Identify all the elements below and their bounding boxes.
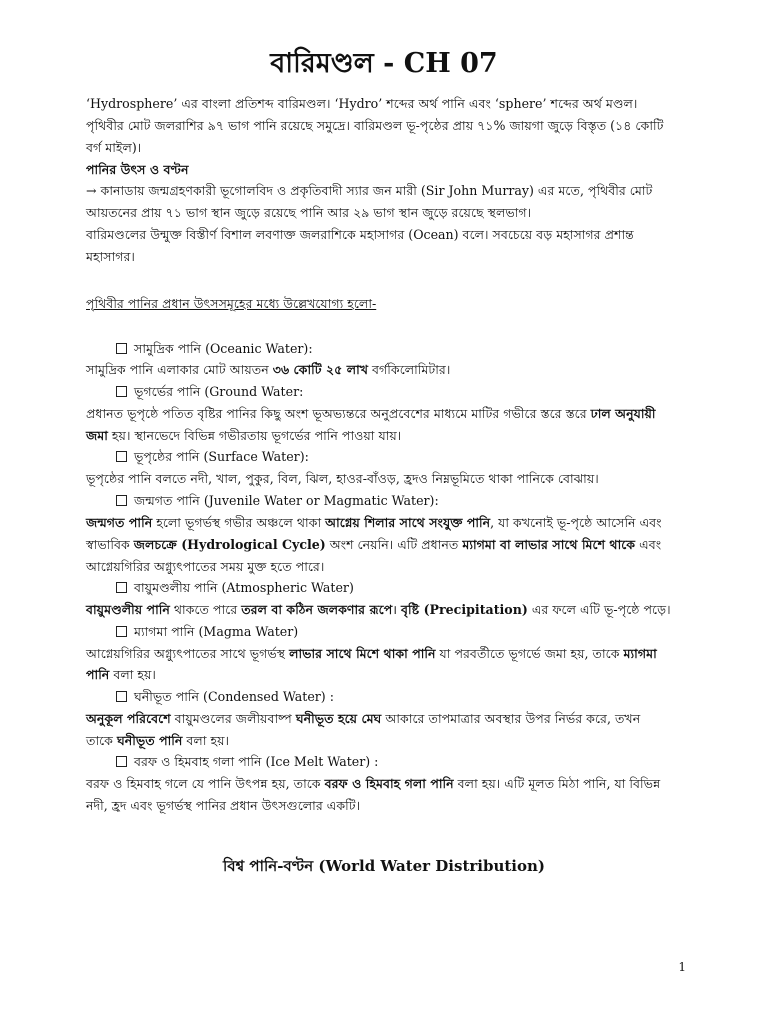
item-label: ঘনীভূত পানি (Condensed Water) :: [134, 689, 334, 704]
bold-run: জলচক্রে (Hydrological Cycle): [133, 537, 326, 552]
checkbox-icon[interactable]: [116, 582, 127, 593]
text-run: বলা হয়।: [182, 733, 230, 748]
text-run: স্বাভাবিক: [86, 537, 134, 552]
magma-description-line-2: [86, 664, 686, 686]
checklist-item-ice-melt[interactable]: [116, 751, 676, 773]
text-run: আকারে তাপমাত্রার অবস্থার উপর নির্ভর করে, তখন: [381, 711, 641, 726]
bold-run: ৩৬ কোটি ২৫ লাখ: [272, 362, 369, 377]
text-run: বরফ ও হিমবাহ গলে যে পানি উৎপন্ন হয়, তাকে: [86, 776, 325, 791]
ice-melt-description-line-2: নদী, হ্রদ এবং ভূগর্ভস্থ পানির প্রধান উৎসগুলোর একটি।: [86, 798, 361, 813]
ground-description-line-1: [86, 403, 686, 425]
text-run: থাকতে পারে: [169, 602, 242, 617]
bold-run: বায়ুমণ্ডলীয় পানি: [86, 602, 170, 617]
bold-run: বরফ ও হিমবাহ গলা পানি: [324, 776, 454, 791]
item-label: জন্মগত পানি (Juvenile Water or Magmatic Water):: [134, 493, 439, 508]
item-label: ভূগর্ভের পানি (Ground Water:: [134, 384, 304, 399]
checkbox-icon[interactable]: [116, 343, 127, 354]
checklist-item-atmospheric[interactable]: [116, 577, 676, 599]
checkbox-icon[interactable]: [116, 451, 127, 462]
text-run: তাকে: [86, 733, 117, 748]
text-run: এবং: [635, 537, 662, 552]
checklist-item-condensed[interactable]: [116, 686, 676, 708]
bold-run: অনুকূল পরিবেশে: [86, 711, 171, 726]
checkbox-icon[interactable]: [116, 691, 127, 702]
bold-run: জমা: [86, 428, 108, 443]
ice-melt-description-line-1: [86, 773, 686, 795]
juvenile-description-line-1: [86, 512, 686, 534]
bold-run: ম্যাগমা বা লাভার সাথে মিশে থাকে: [462, 537, 636, 552]
text-run: ।: [392, 602, 402, 617]
text-run: প্রধানত ভূপৃষ্ঠে পতিত বৃষ্টির পানির কিছু অংশ ভূঅভ্যন্তরে অনুপ্রবেশের মাধ্যমে মাটির গভীরে স্তরে স্তরে: [86, 406, 591, 421]
checklist-item-magma[interactable]: [116, 621, 676, 643]
section-title: বিশ্ব পানি-বণ্টন (World Water Distribution): [223, 857, 545, 875]
intro-line-3: বর্গ মাইল)।: [86, 140, 142, 155]
condensed-description-line-1: [86, 708, 686, 730]
oceanic-description: [86, 359, 686, 381]
item-label: ম্যাগমা পানি (Magma Water): [134, 624, 299, 639]
text-run: অংশ নেয়নি। এটি প্রধানত: [325, 537, 463, 552]
checkbox-icon[interactable]: [116, 756, 127, 767]
source-text-line-4: মহাসাগর।: [86, 249, 135, 264]
bold-run: আগ্নেয় শিলার সাথে সংযুক্ত পানি: [325, 515, 491, 530]
source-heading: পানির উৎস ও বণ্টন: [86, 162, 189, 177]
checklist-item-surface[interactable]: [116, 446, 676, 468]
bold-run: ঘনীভূত হয়ে মেঘ: [295, 711, 382, 726]
checklist-item-ground[interactable]: [116, 381, 676, 403]
juvenile-description-line-3: আগ্নেয়গিরির অগ্ন্যুৎপাতের সময় মুক্ত হতে পারে।: [86, 559, 325, 574]
item-label: বায়ুমণ্ডলীয় পানি (Atmospheric Water): [134, 580, 354, 595]
bold-run: বৃষ্টি (Precipitation): [401, 602, 528, 617]
text-run: যা পরবর্তীতে ভূগর্ভে জমা হয়, তাকে: [435, 646, 624, 661]
item-label: বরফ ও হিমবাহ গলা পানি (Ice Melt Water) :: [134, 754, 379, 769]
text-run: বর্গকিলোমিটার।: [368, 362, 451, 377]
source-text-line-2: আয়তনের প্রায় ৭১ ভাগ স্থান জুড়ে রয়েছে পানি আর ২৯ ভাগ স্থান জুড়ে রয়েছে স্থলভাগ।: [86, 205, 532, 220]
text-run: সামুদ্রিক পানি এলাকার মোট আয়তন: [86, 362, 273, 377]
text-run: এর ফলে এটি ভূ-পৃষ্ঠে পড়ে।: [527, 602, 671, 617]
text-run: বায়ুমণ্ডলের জলীয়বাষ্প: [170, 711, 296, 726]
intro-line-1: ‘Hydrosphere’ এর বাংলা প্রতিশব্দ বারিমণ্ডল। ‘Hydro’ শব্দের অর্থ পানি এবং ‘sphere’ শব্দের অর্থ মণ্ডল।: [86, 96, 638, 111]
page-title: বারিমণ্ডল - CH 07: [270, 48, 498, 79]
bold-run: ঘনীভূত পানি: [116, 733, 183, 748]
bold-run: পানি: [86, 667, 110, 682]
bold-run: তরল বা কঠিন জলকণার রূপে: [241, 602, 393, 617]
text-run: বলা হয়।: [109, 667, 156, 682]
condensed-description-line-2: [86, 730, 686, 752]
juvenile-description-line-2: [86, 534, 686, 556]
checkbox-icon[interactable]: [116, 495, 127, 506]
item-label: ভূপৃষ্ঠের পানি (Surface Water):: [134, 449, 309, 464]
source-text-line-1: → কানাডায় জন্মগ্রহণকারী ভূগোলবিদ ও প্রকৃতিবাদী স্যার জন মারী (Sir John Murray) এর মতে, পৃথিবীর মোট: [86, 183, 653, 198]
checkbox-icon[interactable]: [116, 386, 127, 397]
ground-description-line-2: [86, 425, 686, 447]
text-run: বলা হয়। এটি মূলত মিঠা পানি, যা বিভিন্ন: [453, 776, 661, 791]
text-run: হয়। স্থানভেদে বিভিন্ন গভীরতায় ভূগর্ভের পানি পাওয়া যায়।: [107, 428, 402, 443]
intro-line-2: পৃথিবীর মোট জলরাশির ৯৭ ভাগ পানি রয়েছে সমুদ্রে। বারিমণ্ডল ভূ-পৃষ্ঠের প্রায় ৭১% জায়গা জুড়ে বিস্তৃত (১৪ কোটি: [86, 118, 664, 133]
bold-run: ম্যাগমা: [623, 646, 657, 661]
source-text-line-3: বারিমণ্ডলের উন্মুক্ত বিস্তীর্ণ বিশাল লবণাক্ত জলরাশিকে মহাসাগর (Ocean) বলে। সবচেয়ে বড় মহাসাগর প্রশান্ত: [86, 227, 634, 242]
checklist-item-juvenile[interactable]: [116, 490, 676, 512]
item-label: সামুদ্রিক পানি (Oceanic Water):: [134, 341, 313, 356]
bold-run: ঢাল অনুযায়ী: [590, 406, 656, 421]
bold-run: লাভার সাথে মিশে থাকা পানি: [289, 646, 436, 661]
checklist-item-oceanic[interactable]: [116, 338, 676, 360]
page-number: 1: [678, 960, 686, 974]
text-run: হলো ভূগর্ভস্থ গভীর অঞ্চলে থাকা: [152, 515, 326, 530]
text-run: আগ্নেয়গিরির অগ্ন্যুৎপাতের সাথে ভূগর্ভস্থ: [86, 646, 290, 661]
text-run: , যা কখনোই ভূ-পৃষ্ঠে আসেনি এবং: [490, 515, 662, 530]
main-sources-heading: পৃথিবীর পানির প্রধান উৎসসমূহের মধ্যে উল্লেখযোগ্য হলো-: [86, 296, 377, 311]
magma-description-line-1: [86, 643, 686, 665]
atmospheric-description: [86, 599, 686, 621]
bold-run: জন্মগত পানি: [86, 515, 153, 530]
checkbox-icon[interactable]: [116, 626, 127, 637]
surface-description: ভূপৃষ্ঠের পানি বলতে নদী, খাল, পুকুর, বিল, ঝিল, হাওর-বাঁওড়, হ্রদও নিম্নভূমিতে থাকা পানিকে বোঝায়।: [86, 471, 599, 486]
